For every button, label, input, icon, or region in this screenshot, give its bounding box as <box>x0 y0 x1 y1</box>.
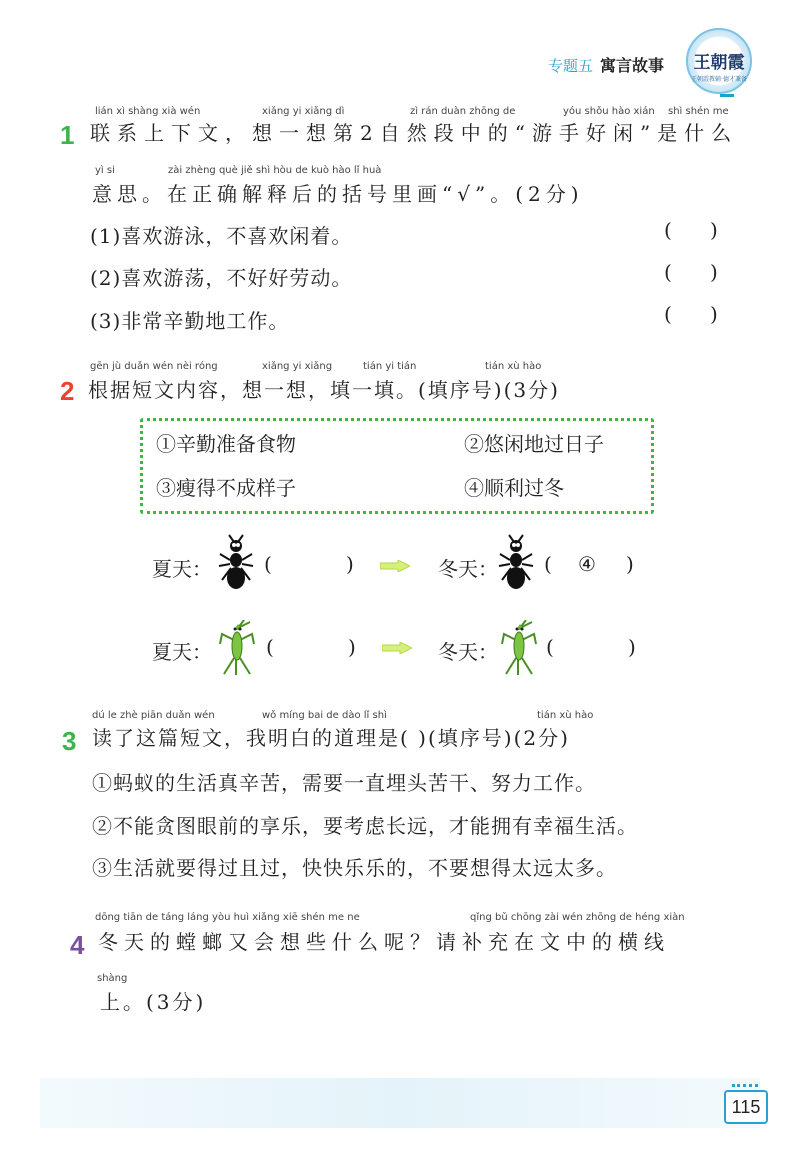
q1-option-1-answer-box[interactable]: ( ) <box>664 218 718 242</box>
pinyin-annotation: qǐng bǔ chōng zài wén zhōng de héng xiàn <box>470 912 685 923</box>
section-title: 寓言故事 <box>600 56 665 75</box>
section-label: 专题五 <box>548 57 594 75</box>
pinyin-annotation: wǒ míng bai de dào lǐ shì <box>262 710 387 721</box>
mantis-icon <box>214 620 260 676</box>
q1-option-2: (2)喜欢游荡，不好好劳动。 <box>90 266 353 290</box>
pinyin-annotation: yóu shǒu hào xián <box>563 106 655 117</box>
choice-1: ①辛勤准备食物 <box>156 432 296 456</box>
question-2-number: 2 <box>60 376 75 406</box>
q3-option-2: ②不能贪图眼前的享乐，要考虑长远，才能拥有幸福生活。 <box>92 814 638 838</box>
pinyin-annotation: shì shén me <box>668 106 729 117</box>
q1-option-3-answer-box[interactable]: ( ) <box>664 302 718 326</box>
pinyin-annotation: gēn jù duǎn wén nèi róng <box>90 361 218 372</box>
mantis-icon <box>496 620 542 676</box>
q1-option-2-answer-box[interactable]: ( ) <box>664 260 718 284</box>
q1-option-3: (3)非常辛勤地工作。 <box>90 309 290 333</box>
question-3-number: 3 <box>62 726 77 756</box>
pinyin-annotation: zài zhèng què jiě shì hòu de kuò hào lǐ huà <box>168 165 382 176</box>
question-4-number: 4 <box>70 930 85 960</box>
arrow-icon <box>382 642 412 654</box>
ant-winter-answer: ④ <box>578 552 596 576</box>
mantis-winter-answer-box[interactable]: ( ) <box>546 635 636 659</box>
pinyin-annotation: tián xù hào <box>537 710 594 721</box>
choice-4: ④顺利过冬 <box>464 476 564 500</box>
question-1-text-line-1: 联系上下文，想一想第2自然段中的“游手好闲”是什么 <box>90 121 739 145</box>
ant-summer-label: 夏天： <box>152 557 212 581</box>
ant-winter-label: 冬天： <box>438 557 498 581</box>
pinyin-annotation: zì rán duàn zhōng de <box>410 106 516 117</box>
question-3-text: 读了这篇短文，我明白的道理是( )(填序号)(2分) <box>92 726 570 750</box>
page-number: 115 <box>724 1090 768 1124</box>
mantis-summer-answer-box[interactable]: ( ) <box>266 635 356 659</box>
header-accent-line <box>720 94 734 97</box>
logo-text: 王朝霞 <box>693 53 745 73</box>
footer-band <box>40 1078 760 1128</box>
ant-icon <box>496 534 536 594</box>
question-4-text-line-2: 上。(3分) <box>100 990 207 1014</box>
q3-option-3: ③生活就要得过且过，快快乐乐的，不要想得太远太多。 <box>92 856 617 880</box>
q1-option-1: (1)喜欢游泳，不喜欢闲着。 <box>90 224 353 248</box>
question-1-text-line-2: 意思。在正确解释后的括号里画“√”。(2分) <box>92 182 584 206</box>
pinyin-annotation: dú le zhè piān duǎn wén <box>92 710 215 721</box>
question-1-number: 1 <box>60 120 75 150</box>
choice-2: ②悠闲地过日子 <box>464 432 604 456</box>
choice-3: ③瘦得不成样子 <box>156 476 296 500</box>
pinyin-annotation: xiǎng yi xiǎng dì <box>262 106 345 117</box>
pinyin-annotation: dōng tiān de táng láng yòu huì xiǎng xiē shén me ne <box>95 912 360 923</box>
ant-icon <box>216 534 256 594</box>
question-2-text: 根据短文内容，想一想，填一填。(填序号)(3分) <box>88 378 560 402</box>
logo-caption: 王朝霞教辅·德才兼备 <box>691 76 747 83</box>
ant-winter-answer-box[interactable]: ( ④ ) <box>544 552 634 576</box>
question-4-text-line-1: 冬天的螳螂又会想些什么呢？请补充在文中的横线 <box>98 930 670 954</box>
pinyin-annotation: lián xì shàng xià wén <box>95 106 201 117</box>
pinyin-annotation: yì si <box>95 165 115 176</box>
publisher-logo <box>686 28 752 94</box>
q3-option-1: ①蚂蚁的生活真辛苦，需要一直埋头苦干、努力工作。 <box>92 771 596 795</box>
arrow-icon <box>380 560 410 572</box>
pinyin-annotation: shàng <box>97 973 128 984</box>
pinyin-annotation: xiǎng yi xiǎng <box>262 361 333 372</box>
mantis-winter-label: 冬天： <box>438 640 498 664</box>
pinyin-annotation: tián xù hào <box>485 361 542 372</box>
ant-summer-answer-box[interactable]: ( ) <box>264 552 354 576</box>
mantis-summer-label: 夏天： <box>152 640 212 664</box>
pinyin-annotation: tián yi tián <box>363 361 417 372</box>
